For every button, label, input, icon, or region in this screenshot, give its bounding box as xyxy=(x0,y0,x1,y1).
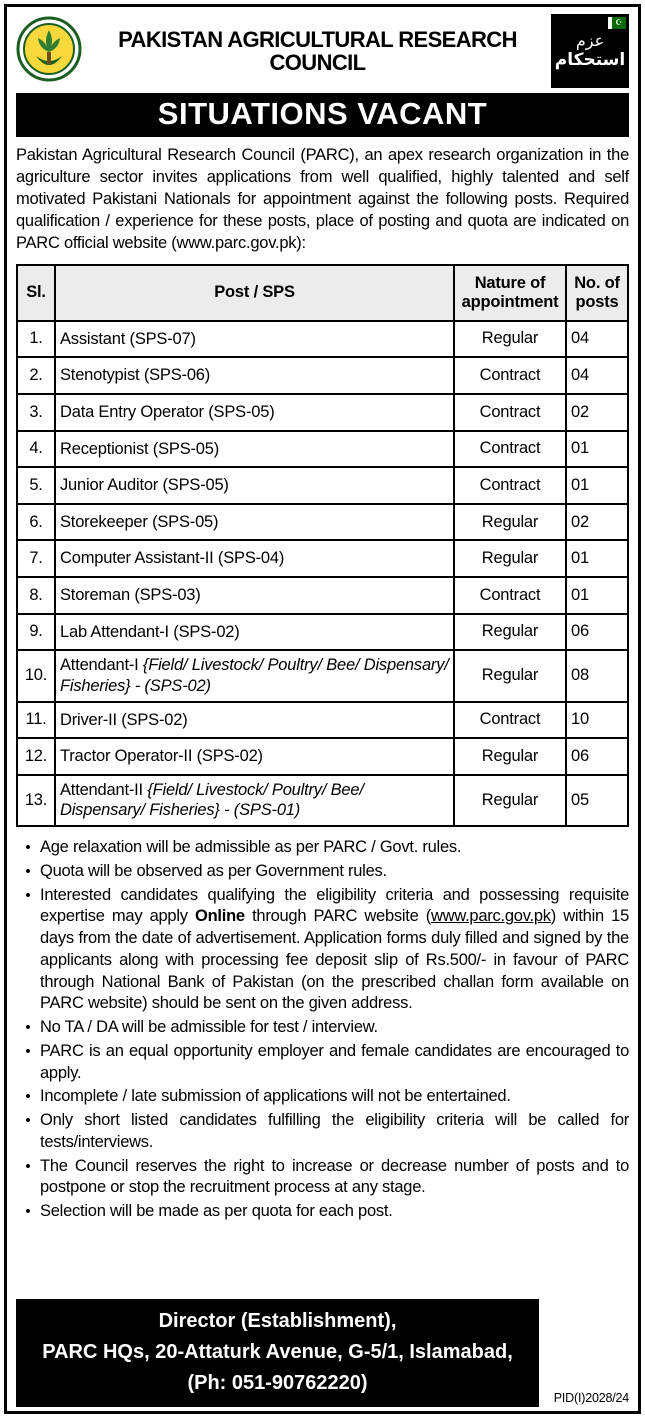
row-sl: 10. xyxy=(17,650,55,701)
parc-emblem-icon xyxy=(16,16,82,82)
badge-text-line1: عزم xyxy=(575,31,605,50)
row-sl: 3. xyxy=(17,394,55,431)
vacancy-table xyxy=(16,264,629,827)
table-row xyxy=(17,650,628,701)
row-sl: 13. xyxy=(17,775,55,826)
row-post: Assistant (SPS-07) xyxy=(55,321,454,358)
row-count: 04 xyxy=(566,357,628,394)
row-nature: Regular xyxy=(454,504,566,541)
row-sl: 8. xyxy=(17,577,55,614)
row-count: 10 xyxy=(566,702,628,739)
table-row xyxy=(17,504,628,541)
pakistan-flag-icon: ☪ xyxy=(608,17,626,29)
row-post: Attendant-II {Field/ Livestock/ Poultry/ Bee/ Dispensary/ Fisheries} - (SPS-01) xyxy=(55,775,454,826)
masthead xyxy=(16,12,629,93)
bullet-dot: • xyxy=(25,839,31,856)
parc-logo xyxy=(16,16,84,87)
bullet-text: The Council reserves the right to increase or decrease number of posts and to postpone or stop the recruitment process at any stage. xyxy=(40,1156,629,1197)
row-sl: 1. xyxy=(17,321,55,358)
bullet-text: PARC is an equal opportunity employer and female candidates are encouraged to apply. xyxy=(40,1041,629,1082)
contact-block xyxy=(16,1299,539,1407)
row-post: Data Entry Operator (SPS-05) xyxy=(55,394,454,431)
row-count: 01 xyxy=(566,467,628,504)
row-count: 02 xyxy=(566,394,628,431)
col-header-post: Post / SPS xyxy=(55,265,454,321)
bullet-dot: • xyxy=(25,1019,31,1037)
bullet-item xyxy=(16,861,629,883)
row-post: Receptionist (SPS-05) xyxy=(55,431,454,468)
online-emphasis: Online xyxy=(195,907,245,926)
row-sl: 9. xyxy=(17,614,55,651)
table-row xyxy=(17,394,628,431)
bullet-dot: • xyxy=(25,1112,31,1130)
bullet-item xyxy=(16,1156,629,1200)
row-count: 08 xyxy=(566,650,628,701)
row-nature: Contract xyxy=(454,431,566,468)
row-nature: Contract xyxy=(454,394,566,431)
row-post: Computer Assistant-II (SPS-04) xyxy=(55,540,454,577)
row-sl: 4. xyxy=(17,431,55,468)
bullet-text: Quota will be observed as per Government rules. xyxy=(40,861,387,880)
row-nature: Regular xyxy=(454,775,566,826)
col-header-sl: Sl. xyxy=(17,265,55,321)
row-post: Storeman (SPS-03) xyxy=(55,577,454,614)
bullet-item xyxy=(16,1017,629,1039)
row-nature: Regular xyxy=(454,321,566,358)
row-post: Driver-II (SPS-02) xyxy=(55,702,454,739)
bullet-item xyxy=(16,837,629,859)
row-post: Storekeeper (SPS-05) xyxy=(55,504,454,541)
row-count: 01 xyxy=(566,540,628,577)
row-count: 06 xyxy=(566,614,628,651)
bullet-item xyxy=(16,1041,629,1085)
intro-paragraph: Pakistan Agricultural Research Council (PARC), an apex research organization in the agriculture sector invites applications from well qualified, highly talented and self motivated Pakistani Nationals for appointment against the following posts. Required qualification / experience for these posts, place of posting and quota are indicated on PARC official website (www.parc.gov.pk): xyxy=(16,146,629,252)
parc-website-link: www.parc.gov.pk xyxy=(431,907,551,926)
row-sl: 5. xyxy=(17,467,55,504)
bullet-text: No TA / DA will be admissible for test / interview. xyxy=(40,1018,378,1037)
row-count: 04 xyxy=(566,321,628,358)
row-nature: Contract xyxy=(454,467,566,504)
advertisement-page xyxy=(4,4,641,1414)
footer-phone-line: (Ph: 051-90762220) xyxy=(187,1372,368,1394)
row-sl: 2. xyxy=(17,357,55,394)
table-row xyxy=(17,321,628,358)
row-nature: Contract xyxy=(454,702,566,739)
bullet-dot: • xyxy=(25,1042,31,1060)
table-row xyxy=(17,702,628,739)
pid-number: PID(I)2028/24 xyxy=(553,1391,629,1405)
table-row xyxy=(17,614,628,651)
row-nature: Regular xyxy=(454,738,566,775)
bullet-item xyxy=(16,1086,629,1108)
footer-address-line: PARC HQs, 20-Attaturk Avenue, G-5/1, Islamabad, xyxy=(42,1341,513,1363)
col-header-nature: Nature of appointment xyxy=(454,265,566,321)
row-nature: Regular xyxy=(454,614,566,651)
row-sl: 12. xyxy=(17,738,55,775)
bullet-item xyxy=(16,885,629,1016)
bullet-item xyxy=(16,1201,629,1223)
bullet-dot: • xyxy=(25,862,31,880)
table-row xyxy=(17,540,628,577)
table-row xyxy=(17,357,628,394)
row-count: 01 xyxy=(566,577,628,614)
bullet-text: Incomplete / late submission of applications will not be entertained. xyxy=(40,1087,511,1106)
table-row xyxy=(17,431,628,468)
table-header-row xyxy=(17,265,628,321)
bullet-text: Selection will be made as per quota for each post. xyxy=(40,1202,393,1221)
row-nature: Contract xyxy=(454,357,566,394)
bullet-item xyxy=(16,1110,629,1154)
row-nature: Contract xyxy=(454,577,566,614)
table-row xyxy=(17,775,628,826)
bullet-dot: • xyxy=(25,886,31,904)
table-row xyxy=(17,577,628,614)
row-post: Attendant-I {Field/ Livestock/ Poultry/ Bee/ Dispensary/ Fisheries} - (SPS-02) xyxy=(55,650,454,701)
row-sl: 11. xyxy=(17,702,55,739)
row-post: Tractor Operator-II (SPS-02) xyxy=(55,738,454,775)
footer-director-line: Director (Establishment), xyxy=(158,1310,397,1332)
row-count: 05 xyxy=(566,775,628,826)
bullet-dot: • xyxy=(25,1157,31,1175)
row-nature: Regular xyxy=(454,650,566,701)
row-count: 01 xyxy=(566,431,628,468)
table-row xyxy=(17,467,628,504)
badge-text-line2: استحکام xyxy=(554,49,626,70)
bullet-text: Only short listed candidates fulfilling the eligibility criteria will be called for tests/interviews. xyxy=(40,1111,629,1151)
row-post: Lab Attendant-I (SPS-02) xyxy=(55,614,454,651)
situations-vacant-banner: SITUATIONS VACANT xyxy=(16,93,629,137)
azm-istehkam-badge xyxy=(551,14,629,88)
row-count: 06 xyxy=(566,738,628,775)
bullet-dot: • xyxy=(25,1088,31,1106)
terms-bullet-list xyxy=(16,837,629,1225)
table-row xyxy=(17,738,628,775)
page-title: PAKISTAN AGRICULTURAL RESEARCH COUNCIL xyxy=(118,26,517,75)
row-sl: 6. xyxy=(17,504,55,541)
col-header-count: No. of posts xyxy=(566,265,628,321)
row-sl: 7. xyxy=(17,540,55,577)
bullet-dot: • xyxy=(25,1203,31,1221)
row-post: Stenotypist (SPS-06) xyxy=(55,357,454,394)
bullet-text: Interested candidates qualifying the eligibility criteria and possessing requisite expertise may apply Online through PARC website (www.parc.gov.pk) within 15 days from the date of advertisement. Application forms duly filled and signed by the applicants along with processing fee deposit slip of Rs.500/- in favour of PARC through National Bank of Pakistan (on the prescribed challan form available on PARC website) should be sent on the given address. xyxy=(40,885,629,1013)
row-post: Junior Auditor (SPS-05) xyxy=(55,467,454,504)
row-nature: Regular xyxy=(454,540,566,577)
bullet-text: Age relaxation will be admissible as per PARC / Govt. rules. xyxy=(40,838,462,856)
footer xyxy=(16,1299,629,1407)
row-count: 02 xyxy=(566,504,628,541)
